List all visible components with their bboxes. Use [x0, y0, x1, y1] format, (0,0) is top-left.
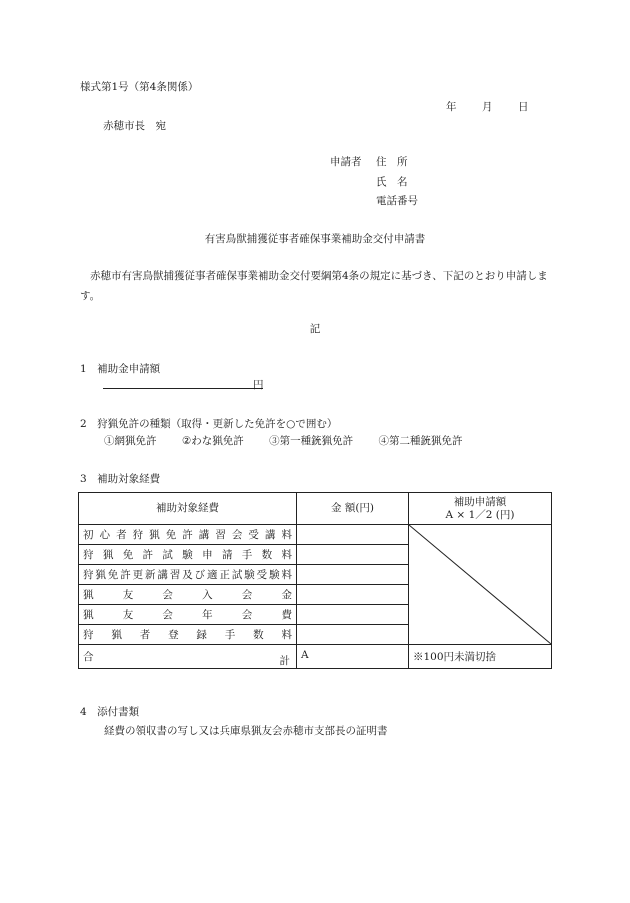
yen-unit: 円	[253, 379, 264, 391]
total-label-cell	[79, 645, 297, 669]
section1-heading: 1 補助金申請額	[80, 363, 161, 375]
header-requested	[409, 493, 552, 525]
header-requested-line2: A × 1／2 (円)	[445, 508, 515, 521]
applicant-label: 申請者	[330, 156, 362, 168]
date-month: 月	[482, 101, 493, 113]
section4-heading: 4 添付書類	[80, 706, 140, 718]
section3-heading: 3 補助対象経費	[80, 473, 161, 485]
ki-marker: 記	[309, 323, 321, 335]
license-option-gun1[interactable]: ③第一種銃猟免許	[269, 435, 354, 447]
expense-amount-cell[interactable]	[297, 565, 409, 585]
rounding-note: ※100円未満切捨	[413, 651, 497, 663]
expense-item-label: 猟友会年会費	[79, 605, 297, 625]
addressee: 赤穂市長 宛	[103, 120, 166, 132]
table-row	[79, 525, 552, 545]
total-label-right: 計	[279, 655, 290, 667]
expense-item-label: 狩猟者登録手数料	[79, 625, 297, 645]
table-total-row	[79, 645, 552, 669]
expense-amount-cell[interactable]	[297, 625, 409, 645]
amount-input-line[interactable]	[103, 374, 263, 389]
expense-item-label: 狩猟免許試験申請手数料	[79, 545, 297, 565]
table-header-row	[79, 493, 552, 525]
total-amount-cell[interactable]	[297, 645, 409, 669]
document-title: 有害鳥獣捕獲従事者確保事業補助金交付申請書	[204, 233, 426, 245]
license-option-net[interactable]: ①網猟免許	[104, 435, 157, 447]
expense-item-label: 猟友会入会金	[79, 585, 297, 605]
license-options	[104, 436, 462, 447]
date-day: 日	[518, 101, 529, 113]
rounding-note-cell[interactable]	[409, 645, 552, 669]
date-line	[446, 102, 529, 113]
section2-heading: 2 狩猟免許の種類（取得・更新した免許を○で囲む）	[80, 418, 338, 430]
tel-label: 電話番号	[376, 195, 418, 207]
expense-amount-cell[interactable]	[297, 545, 409, 565]
diagonal-cell	[409, 525, 552, 645]
header-amount: 金 額(円)	[297, 493, 409, 525]
expense-amount-cell[interactable]	[297, 525, 409, 545]
header-requested-line1: 補助申請額	[453, 495, 507, 508]
address-label: 住 所	[376, 156, 408, 168]
header-expense-item: 補助対象経費	[79, 493, 297, 525]
expense-item-label: 初心者狩猟免許講習会受講料	[79, 525, 297, 545]
body-paragraph: 赤穂市有害鳥獣捕獲従事者確保事業補助金交付要綱第4条の規定に基づき、下記のとおり申請します。	[80, 270, 548, 302]
expense-amount-cell[interactable]	[297, 585, 409, 605]
form-number: 様式第1号（第4条関係）	[80, 81, 199, 93]
expense-table	[78, 492, 552, 669]
total-amount-mark: A	[301, 649, 309, 661]
name-label: 氏 名	[376, 176, 408, 188]
expense-item-label: 狩猟免許更新講習及び適正試験受験料	[79, 565, 297, 585]
expense-amount-cell[interactable]	[297, 605, 409, 625]
diagonal-line	[409, 525, 551, 644]
date-year: 年	[446, 101, 457, 113]
attachment-text: 経費の領収書の写し又は兵庫県猟友会赤穂市支部長の証明書	[104, 725, 388, 737]
total-label-left: 合	[83, 651, 94, 663]
license-option-gun2[interactable]: ④第二種銃猟免許	[378, 435, 463, 447]
license-option-trap[interactable]: ②わな猟免許	[181, 435, 244, 447]
